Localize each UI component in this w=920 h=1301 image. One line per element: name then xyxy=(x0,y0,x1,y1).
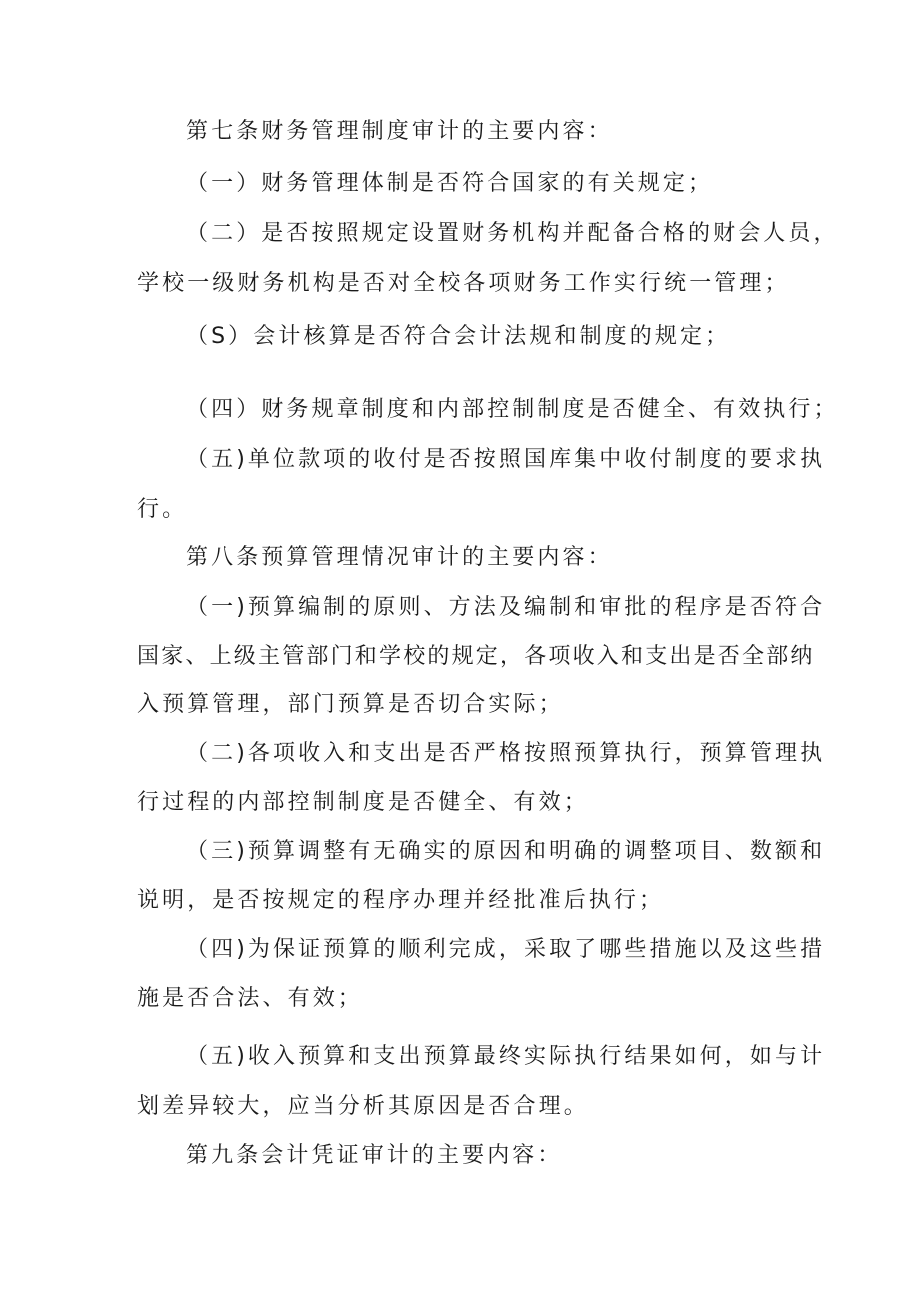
article-8-item-2-line-1: （二)各项收入和支出是否严格按照预算执行，预算管理执 xyxy=(186,741,826,766)
article-7-item-5-line-2: 行。 xyxy=(137,497,188,522)
article-8-item-1-line-2: 国家、上级主管部门和学校的规定，各项收入和支出是否全部纳 xyxy=(137,644,815,669)
article-8-heading: 第八条预算管理情况审计的主要内容： xyxy=(186,545,613,570)
article-8-item-4-line-1: （四)为保证预算的顺利完成，采取了哪些措施以及这些措 xyxy=(186,937,826,962)
article-8-item-5-line-1: （五)收入预算和支出预算最终实际执行结果如何，如与计 xyxy=(186,1044,826,1069)
article-8-item-4-line-2: 施是否合法、有效； xyxy=(137,986,363,1011)
article-7-item-3: （S）会计核算是否符合会计法规和制度的规定； xyxy=(186,324,731,349)
article-9-heading: 第九条会计凭证审计的主要内容： xyxy=(186,1143,563,1168)
article-8-item-3-line-2: 说明，是否按规定的程序办理并经批准后执行； xyxy=(137,888,665,913)
article-7-item-5-line-1: （五)单位款项的收付是否按照国库集中收付制度的要求执 xyxy=(186,447,826,472)
article-7-heading: 第七条财务管理制度审计的主要内容： xyxy=(186,119,613,144)
article-7-item-1: （一）财务管理体制是否符合国家的有关规定； xyxy=(186,171,714,196)
article-8-item-1-line-3: 入预算管理，部门预算是否切合实际； xyxy=(137,692,564,717)
article-7-item-2-line-2: 学校一级财务机构是否对全校各项财务工作实行统一管理； xyxy=(137,271,790,296)
article-8-item-1-line-1: （一)预算编制的原则、方法及编制和审批的程序是否符合 xyxy=(186,595,826,620)
article-7-item-2-line-1: （二）是否按照规定设置财务机构并配备合格的财会人员， xyxy=(186,221,839,246)
article-8-item-3-line-1: （三)预算调整有无确实的原因和明确的调整项目、数额和 xyxy=(186,839,826,864)
article-8-item-5-line-2: 划差异较大，应当分析其原因是否合理。 xyxy=(137,1094,589,1119)
article-8-item-2-line-2: 行过程的内部控制制度是否健全、有效； xyxy=(137,790,589,815)
article-7-item-4: （四）财务规章制度和内部控制制度是否健全、有效执行； xyxy=(186,397,839,422)
